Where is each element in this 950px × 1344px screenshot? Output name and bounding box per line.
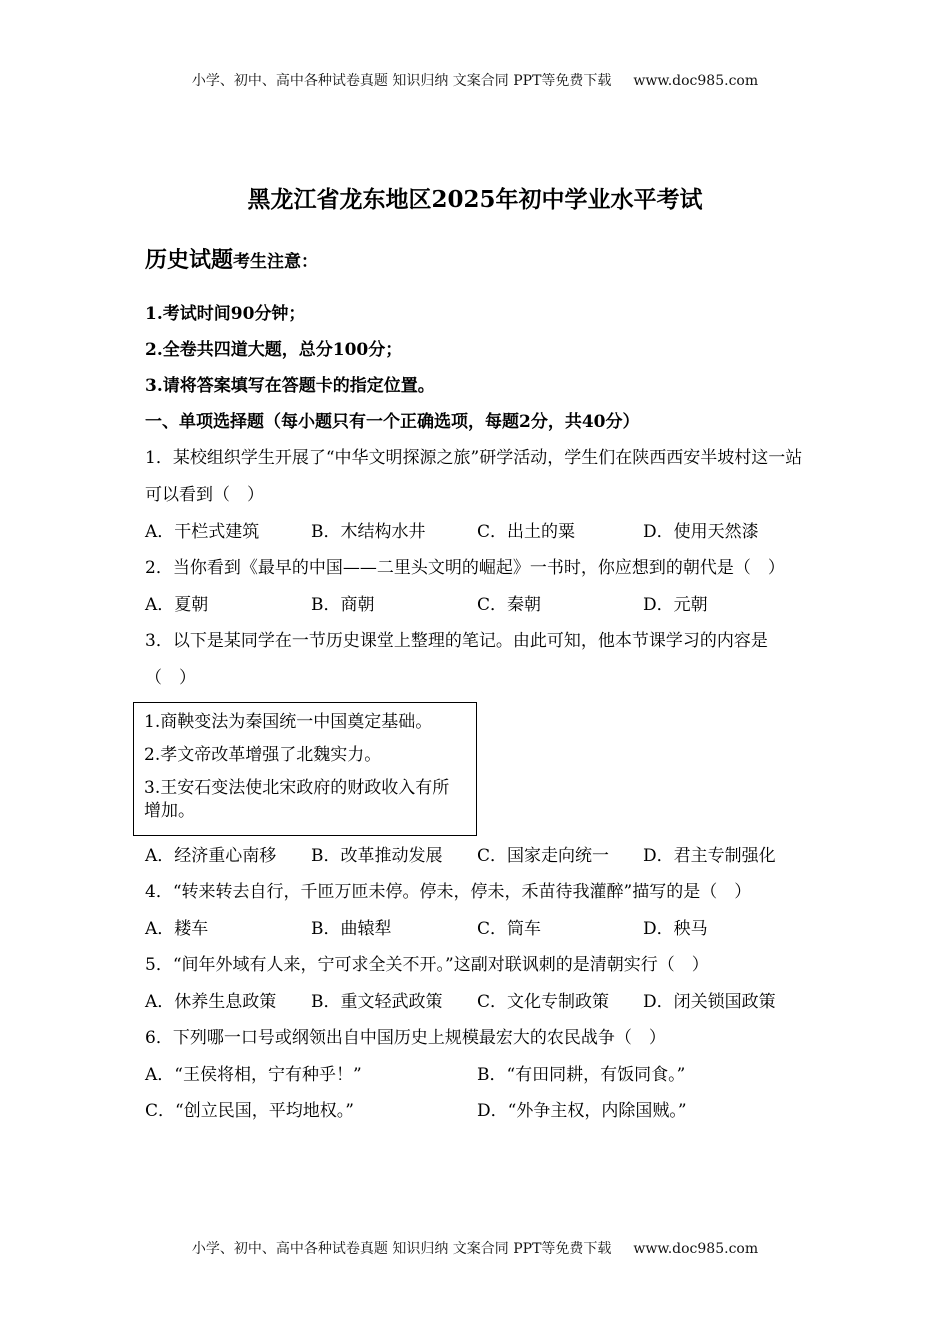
header-site-link[interactable]: www.doc985.com (633, 73, 759, 89)
question-6-option-b: B．“有田同耕，有饭同食。” (477, 1065, 686, 1085)
rule-2: 2.全卷共四道大题，总分100分； (145, 340, 403, 360)
question-2-options (145, 587, 810, 623)
question-4-options (145, 911, 810, 947)
note-3: 3.王安石变法使北宋政府的财政收入有所增加。 (144, 778, 450, 821)
question-6-option-d: D．“外争主权，内除国贼。” (477, 1101, 687, 1121)
question-5-option-a: A．休养生息政策 (145, 992, 277, 1012)
question-3-stem: 3．以下是某同学在一节历史课堂上整理的笔记。由此可知，他本节课学习的内容是（ ） (145, 631, 768, 688)
notice-label: 考生注意： (233, 252, 319, 272)
question-4-option-a: A．耧车 (145, 919, 209, 939)
question-1-stem: 1．某校组织学生开展了“中华文明探源之旅”研学活动，学生们在陕西西安半坡村这一站可以看到（ ） (145, 448, 803, 505)
rule-3: 3.请将答案填写在答题卡的指定位置。 (145, 376, 435, 396)
question-4-option-c: C．筒车 (477, 919, 542, 939)
question-3-notes-box (133, 702, 477, 836)
note-2: 2.孝文帝改革增强了北魏实力。 (144, 745, 382, 765)
note-1: 1.商鞅变法为秦国统一中国奠定基础。 (144, 712, 433, 732)
question-4-stem: 4．“转来转去自行，千匝万匝未停。停未，停未，禾苗待我灌醉”描写的是（ ） (145, 882, 752, 902)
page-footer (0, 1238, 950, 1258)
question-2-option-b: B．商朝 (311, 595, 375, 615)
question-6-option-a: A．“王侯将相，宁有种乎！” (145, 1065, 362, 1085)
question-1-option-c: C．出土的粟 (477, 522, 576, 542)
subject-line (145, 244, 810, 276)
page-header (0, 70, 950, 90)
question-3-option-b: B．改革推动发展 (311, 846, 443, 866)
question-3-option-d: D．君主专制强化 (643, 846, 776, 866)
question-4-option-b: B．曲辕犁 (311, 919, 392, 939)
question-3-option-c: C．国家走向统一 (477, 846, 610, 866)
question-3-options (145, 838, 810, 874)
footer-text: 小学、初中、高中各种试卷真题 知识归纳 文案合同 PPT等免费下载 (191, 1241, 612, 1257)
question-3-option-a: A．经济重心南移 (145, 846, 277, 866)
question-4-option-d: D．秧马 (643, 919, 708, 939)
question-1-option-d: D．使用天然漆 (643, 522, 759, 542)
rule-1: 1.考试时间90分钟； (145, 304, 306, 324)
section-heading: 一、单项选择题（每小题只有一个正确选项，每题2分，共40分） (145, 412, 640, 432)
question-1-option-a: A．干栏式建筑 (145, 522, 260, 542)
exam-title: 黑龙江省龙东地区2025年初中学业水平考试 (247, 186, 703, 213)
footer-site-link[interactable]: www.doc985.com (633, 1241, 759, 1257)
question-2-option-a: A．夏朝 (145, 595, 209, 615)
question-2-option-d: D．元朝 (643, 595, 708, 615)
question-5-option-d: D．闭关锁国政策 (643, 992, 776, 1012)
exam-content (145, 244, 810, 1129)
question-5-stem: 5．“间年外域有人来，宁可求全关不开。”这副对联讽刺的是清朝实行（ ） (145, 955, 709, 975)
question-5-option-c: C．文化专制政策 (477, 992, 610, 1012)
question-1-options (145, 514, 810, 550)
question-2-stem: 2．当你看到《最早的中国——二里头文明的崛起》一书时，你应想到的朝代是（ ） (145, 558, 785, 578)
subject-title: 历史试题 (145, 247, 234, 273)
question-6-stem: 6．下列哪一口号或纲领出自中国历史上规模最宏大的农民战争（ ） (145, 1028, 666, 1048)
question-5-options (145, 984, 810, 1020)
question-2-option-c: C．秦朝 (477, 595, 542, 615)
header-text: 小学、初中、高中各种试卷真题 知识归纳 文案合同 PPT等免费下载 (191, 73, 612, 89)
question-5-option-b: B．重文轻武政策 (311, 992, 443, 1012)
question-6-option-c: C．“创立民国，平均地权。” (145, 1101, 354, 1121)
question-6-options-row-2 (145, 1093, 810, 1129)
question-6-options-row-1 (145, 1057, 810, 1093)
question-1-option-b: B．木结构水井 (311, 522, 426, 542)
